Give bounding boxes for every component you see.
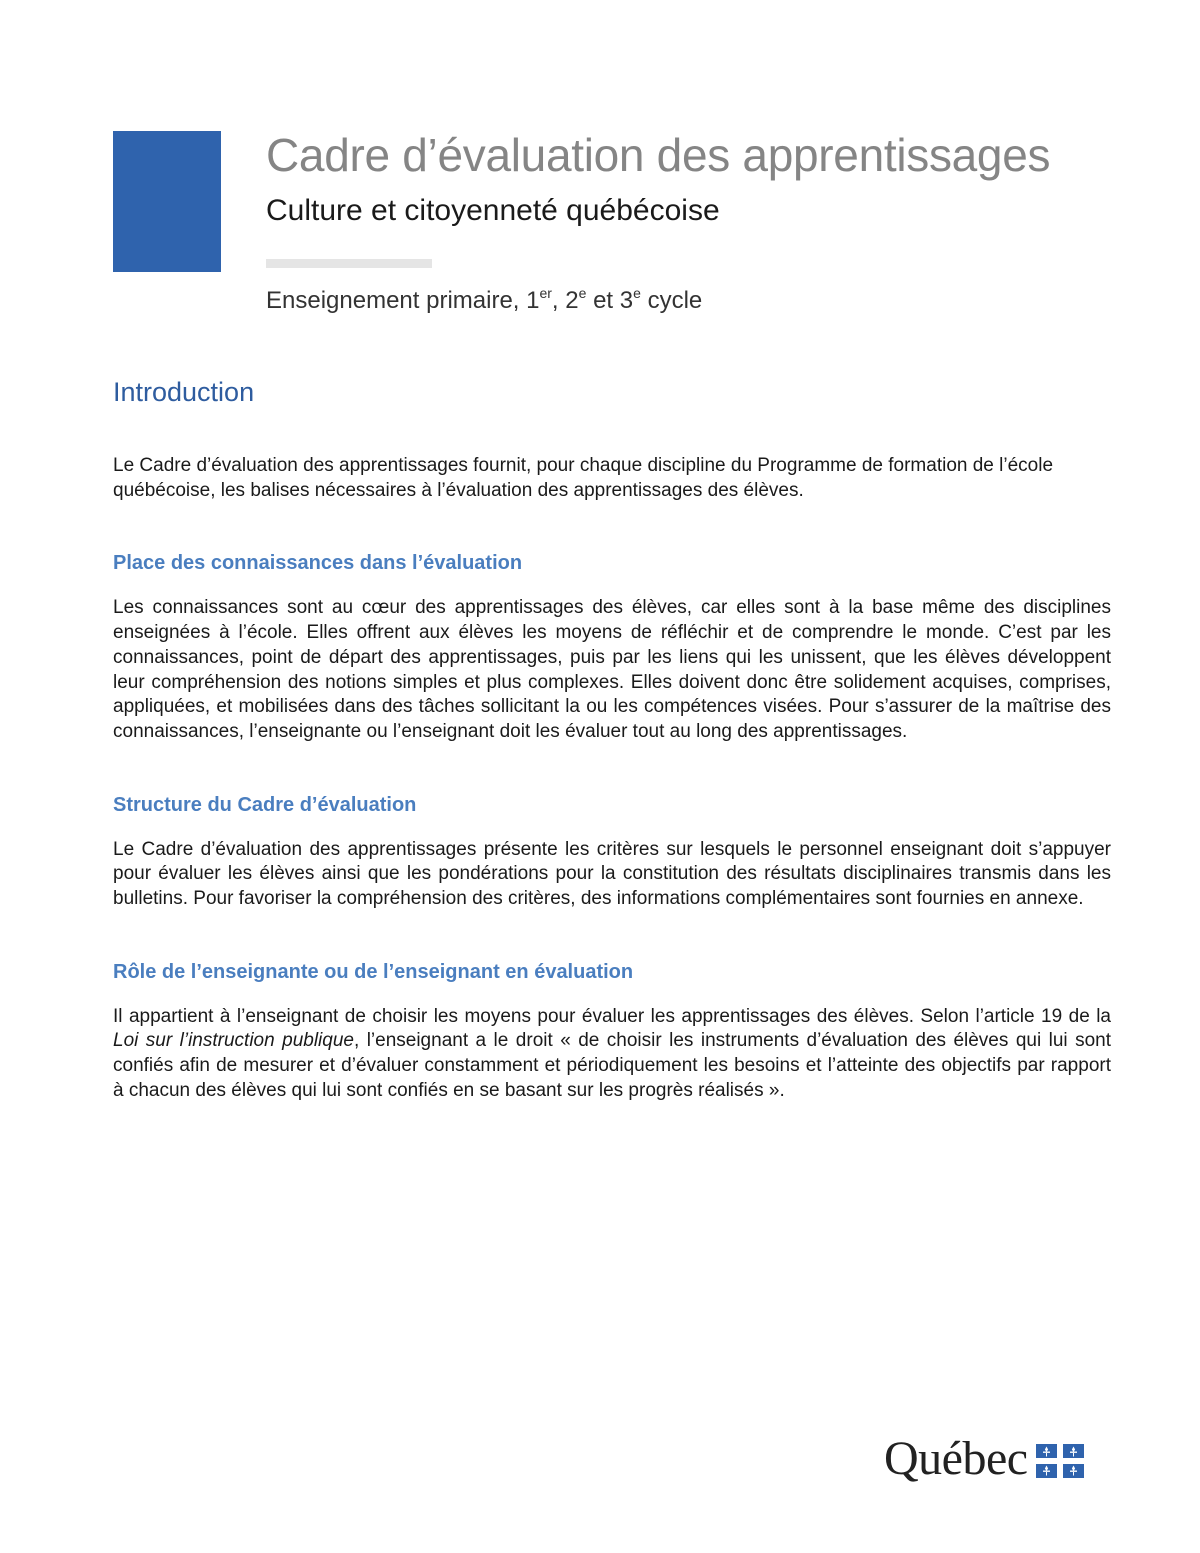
fleurdelise-flag-icon xyxy=(1036,1444,1084,1478)
section-heading-connaissances: Place des connaissances dans l’évaluation xyxy=(113,552,523,575)
education-level-sup-1: er xyxy=(539,285,552,301)
title-divider xyxy=(266,259,432,268)
introduction-heading: Introduction xyxy=(113,377,255,407)
introduction-paragraph: Le Cadre d’évaluation des apprentissages fournit, pour chaque discipline du Programme de formation de l’école québécoise, les balises nécessaires à l’évaluation des apprentissages des élèves. xyxy=(113,455,1054,501)
quebec-logo-wordmark: Québec xyxy=(884,1432,1028,1485)
section-paragraph-role xyxy=(113,1005,1111,1104)
role-text-before: Il appartient à l’enseignant de choisir les moyens pour évaluer les apprentissages des élèves. Selon l’article 19 de la xyxy=(113,1005,1111,1027)
quebec-logo xyxy=(884,1432,1084,1485)
header-accent-block xyxy=(113,131,221,272)
education-level-suffix: cycle xyxy=(640,287,703,314)
education-level-prefix: Enseignement primaire, 1 xyxy=(266,287,540,314)
document-subtitle: Culture et citoyenneté québécoise xyxy=(266,194,720,227)
section-paragraph-connaissances: Les connaissances sont au cœur des apprentissages des élèves, car elles sont à la base même des disciplines enseignées à l’école. Elles offrent aux élèves les moyens de réfléchir et de comprendre le monde. C’est par les connaissances, point de départ des apprentissages, puis par les liens qui les unissent, que les élèves développent leur compréhension des notions simples et plus complexes. Elles doivent donc être solidement acquises, comprises, appliquées, et mobilisées dans des tâches sollicitant la ou les compétences visées. Pour s’assurer de la maîtrise des connaissances, l’enseignante ou l’enseignant doit les évaluer tout au long des apprentissages. xyxy=(113,597,1111,742)
education-level-sup-2: e xyxy=(578,285,587,301)
education-level-mid-1: , 2 xyxy=(551,287,579,314)
role-text-after: , l’enseignant a le droit « de choisir les instruments d’évaluation des élèves qui lui sont confiés afin de mesurer et d’évaluer constamment et périodiquement les besoins et l’atteinte des objectifs par rapport à chacun des élèves qui lui sont confiés en se basant sur les progrès réalisés ». xyxy=(113,1030,1111,1101)
document-title: Cadre d’évaluation des apprentissages xyxy=(266,129,1051,181)
section-paragraph-structure: Le Cadre d’évaluation des apprentissages présente les critères sur lesquels le personnel enseignant doit s’appuyer pour évaluer les élèves ainsi que les pondérations pour la constitution des résultats disciplinaires transmis dans les bulletins. Pour favoriser la compréhension des critères, des informations complémentaires sont fournies en annexe. xyxy=(113,838,1111,910)
education-level xyxy=(266,287,702,315)
law-title: Loi sur l’instruction publique xyxy=(113,1030,354,1052)
education-level-mid-2: et 3 xyxy=(586,287,634,314)
section-heading-role: Rôle de l’enseignante ou de l’enseignant en évaluation xyxy=(113,960,634,983)
section-heading-structure: Structure du Cadre d’évaluation xyxy=(113,793,417,816)
education-level-sup-3: e xyxy=(633,285,641,301)
document-body xyxy=(113,375,1111,1104)
